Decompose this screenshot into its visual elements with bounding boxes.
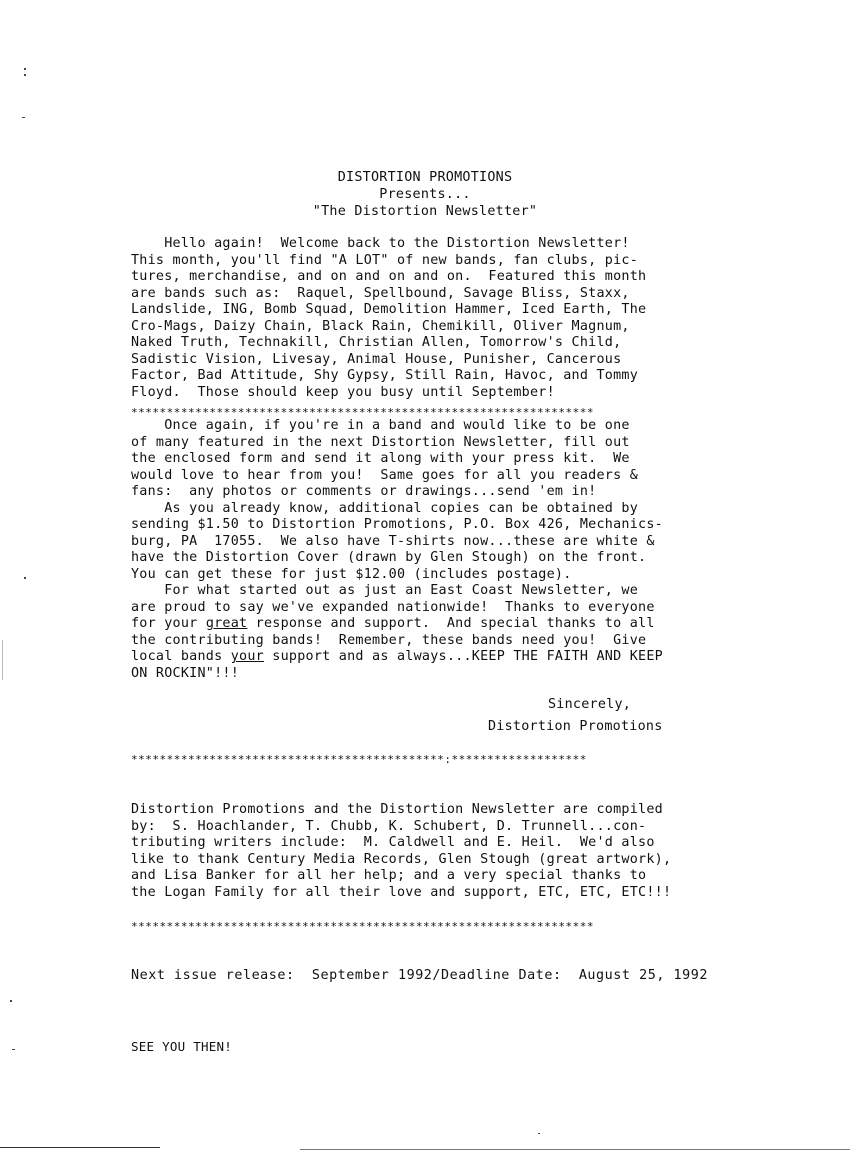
text-run: support and as always...KEEP THE FAITH AND KEEP <box>264 649 663 664</box>
credits-line: and Lisa Banker for all her help; and a very special thanks to <box>131 868 647 883</box>
scan-speck <box>24 577 26 579</box>
body-line: of many featured in the next Distortion Newsletter, fill out <box>131 434 630 450</box>
body-line: sending $1.50 to Distortion Promotions, P.O. Box 426, Mechanics- <box>131 517 663 532</box>
scan-edge-mark <box>2 640 3 680</box>
text-run: for your <box>131 616 206 631</box>
intro-line: This month, you'll find "A LOT" of new bands, fan clubs, pic- <box>131 252 639 268</box>
scan-speck <box>12 1049 15 1050</box>
credits-line: Distortion Promotions and the Distortion Newsletter are compiled <box>131 802 663 817</box>
star-separator: ********************************************:******************* <box>131 754 587 766</box>
body-line <box>131 649 663 666</box>
body-line: For what started out as just an East Coast Newsletter, we <box>131 583 639 598</box>
presents-line: Presents... <box>379 187 471 202</box>
body-line: Once again, if you're in a band and would like to be one <box>131 418 630 433</box>
scan-edge-line <box>300 1149 850 1150</box>
intro-line: Sadistic Vision, Livesay, Animal House, Punisher, Cancerous <box>131 351 622 367</box>
intro-line: Hello again! Welcome back to the Distortion Newsletter! <box>131 236 630 251</box>
body-line: You can get these for just $12.00 (includes postage). <box>131 566 572 582</box>
body-line: burg, PA 17055. We also have T-shirts now...these are white & <box>131 533 655 549</box>
intro-line: Naked Truth, Technakill, Christian Allen, Tomorrow's Child, <box>131 335 622 350</box>
scan-speck <box>22 117 25 118</box>
body-line <box>131 616 655 633</box>
org-name: DISTORTION PROMOTIONS <box>337 170 513 185</box>
intro-line: Floyd. Those should keep you busy until September! <box>131 384 555 400</box>
intro-line: Factor, Bad Attitude, Shy Gypsy, Still Rain, Havoc, and Tommy <box>131 368 639 383</box>
scan-speck <box>24 68 26 70</box>
star-separator: ***************************************************************** <box>131 407 594 419</box>
text-run: response and support. And special thanks to all <box>247 616 655 631</box>
credits-line: by: S. Hoachlander, T. Chubb, K. Schubert, D. Trunnell...con- <box>131 818 647 834</box>
body-line: As you already know, additional copies can be obtained by <box>131 500 639 516</box>
body-line: have the Distortion Cover (drawn by Glen Stough) on the front. <box>131 550 647 565</box>
credits-line: tributing writers include: M. Caldwell and E. Heil. We'd also <box>131 835 655 850</box>
intro-line: Cro-Mags, Daizy Chain, Black Rain, Chemikill, Oliver Magnum, <box>131 318 630 334</box>
body-line: the contributing bands! Remember, these bands need you! Give <box>131 632 647 648</box>
credits-line: like to thank Century Media Records, Glen Stough (great artwork), <box>131 851 672 867</box>
farewell-line: SEE YOU THEN! <box>131 1039 233 1054</box>
intro-line: tures, merchandise, and on and on and on. Featured this month <box>131 269 647 284</box>
intro-line: are bands such as: Raquel, Spellbound, Savage Bliss, Staxx, <box>131 285 630 301</box>
star-separator: ***************************************************************** <box>131 921 594 933</box>
closing-sincerely: Sincerely, <box>548 697 632 712</box>
scan-speck <box>24 74 26 76</box>
closing-signature: Distortion Promotions <box>488 719 663 734</box>
body-line: would love to hear from you! Same goes for all you readers & <box>131 467 639 483</box>
underlined-word: your <box>230 649 264 664</box>
body-line: the enclosed form and send it along with your press kit. We <box>131 451 630 466</box>
scan-speck <box>538 1133 540 1134</box>
body-line: fans: any photos or comments or drawings...send 'em in! <box>131 484 597 499</box>
intro-line: Landslide, ING, Bomb Squad, Demolition Hammer, Iced Earth, The <box>131 302 647 317</box>
body-line: ON ROCKIN"!!! <box>131 665 240 681</box>
next-issue-line: Next issue release: September 1992/Deadline Date: August 25, 1992 <box>131 968 708 983</box>
body-line: are proud to say we've expanded nationwide! Thanks to everyone <box>131 599 655 615</box>
scan-edge-line <box>0 1147 160 1148</box>
text-run: local bands <box>131 649 231 664</box>
newsletter-title: "The Distortion Newsletter" <box>312 204 538 219</box>
underlined-word: great <box>205 616 248 631</box>
scan-speck <box>10 1000 12 1002</box>
credits-line: the Logan Family for all their love and support, ETC, ETC, ETC!!! <box>131 884 672 900</box>
